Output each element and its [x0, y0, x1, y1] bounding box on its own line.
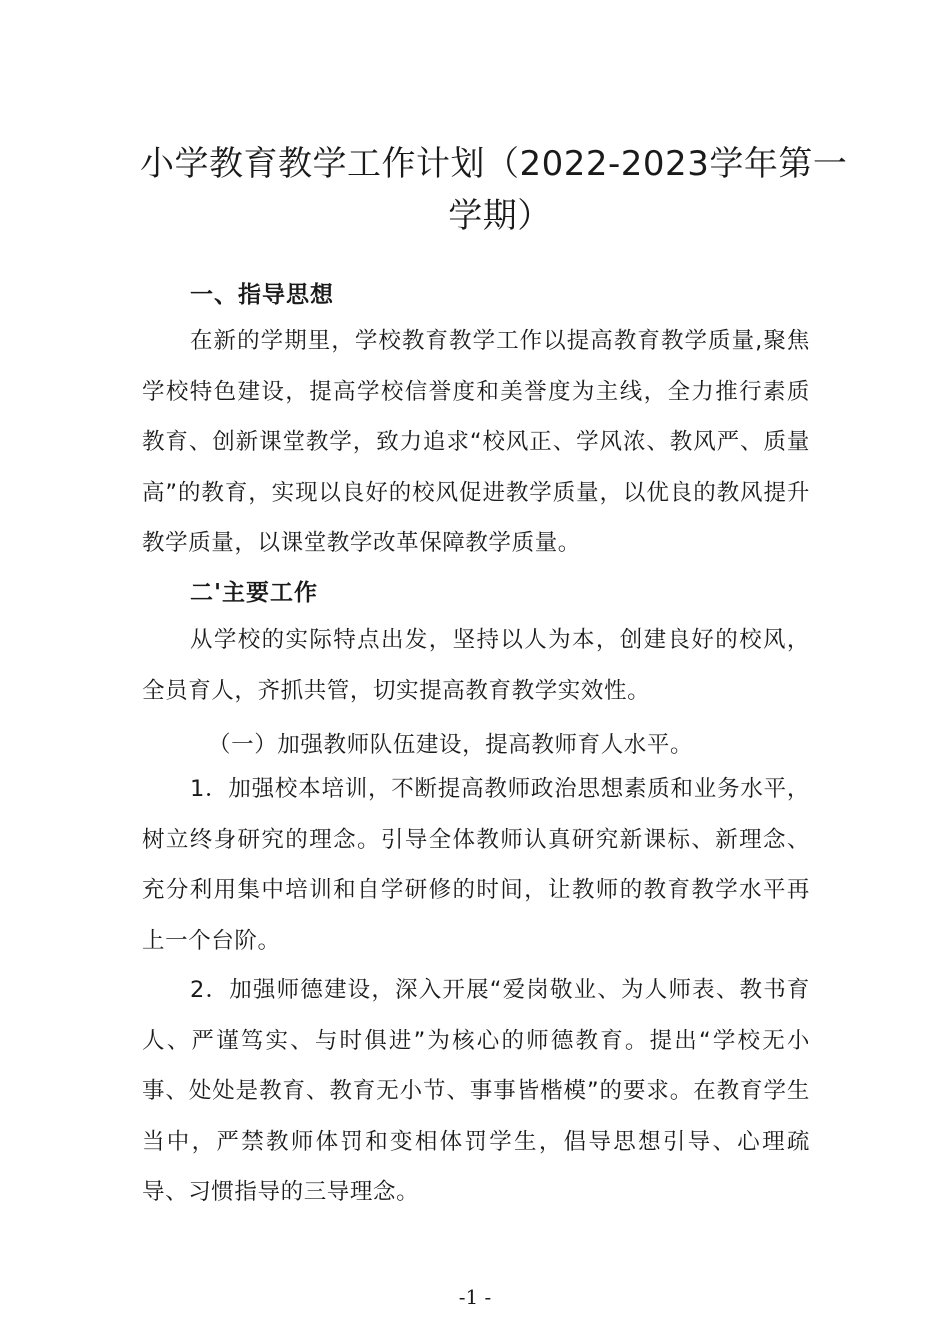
item-2-paragraph: 2．加强师德建设，深入开展“爱岗敬业、为人师表、教书育人、严谨笃实、与时俱进”为核心的师德教育。提出“学校无小事、处处是教育、教育无小节、事事皆楷模”的要求。在教育学生当中，严禁教师体罚和变相体罚学生，倡导思想引导、心理疏导、习惯指导的三导理念。 [142, 977, 810, 1205]
section-2-paragraph: 从学校的实际特点出发，坚持以人为本，创建良好的校风，全员育人，齐抓共管，切实提高教育教学实效性。 [142, 627, 810, 704]
page-number: -1 - [458, 1285, 492, 1309]
title-line-1: 小学教育教学工作计划（2022-2023学年第一 [140, 144, 848, 184]
title-line-2: 学期） [448, 196, 552, 236]
section-1-paragraph: 在新的学期里，学校教育教学工作以提高教育教学质量,聚焦学校特色建设，提高学校信誉度和美誉度为主线，全力推行素质教育、创新课堂教学，致力追求“校风正、学风浓、教风严、质量高”的教育，实现以良好的校风促进教学质量，以优良的教风提升教学质量，以课堂教学改革保障教学质量。 [142, 328, 810, 556]
subsection-1-heading: （一）加强教师队伍建设，提高教师育人水平。 [208, 732, 694, 758]
item-1-paragraph: 1．加强校本培训，不断提高教师政治思想素质和业务水平，树立终身研究的理念。引导全体教师认真研究新课标、新理念、充分利用集中培训和自学研修的时间，让教师的教育教学水平再上一个台阶。 [142, 776, 810, 954]
section-2-heading: 二'主要工作 [190, 580, 319, 606]
document-title [140, 138, 848, 242]
section-1-heading: 一、指导思想 [190, 282, 334, 308]
